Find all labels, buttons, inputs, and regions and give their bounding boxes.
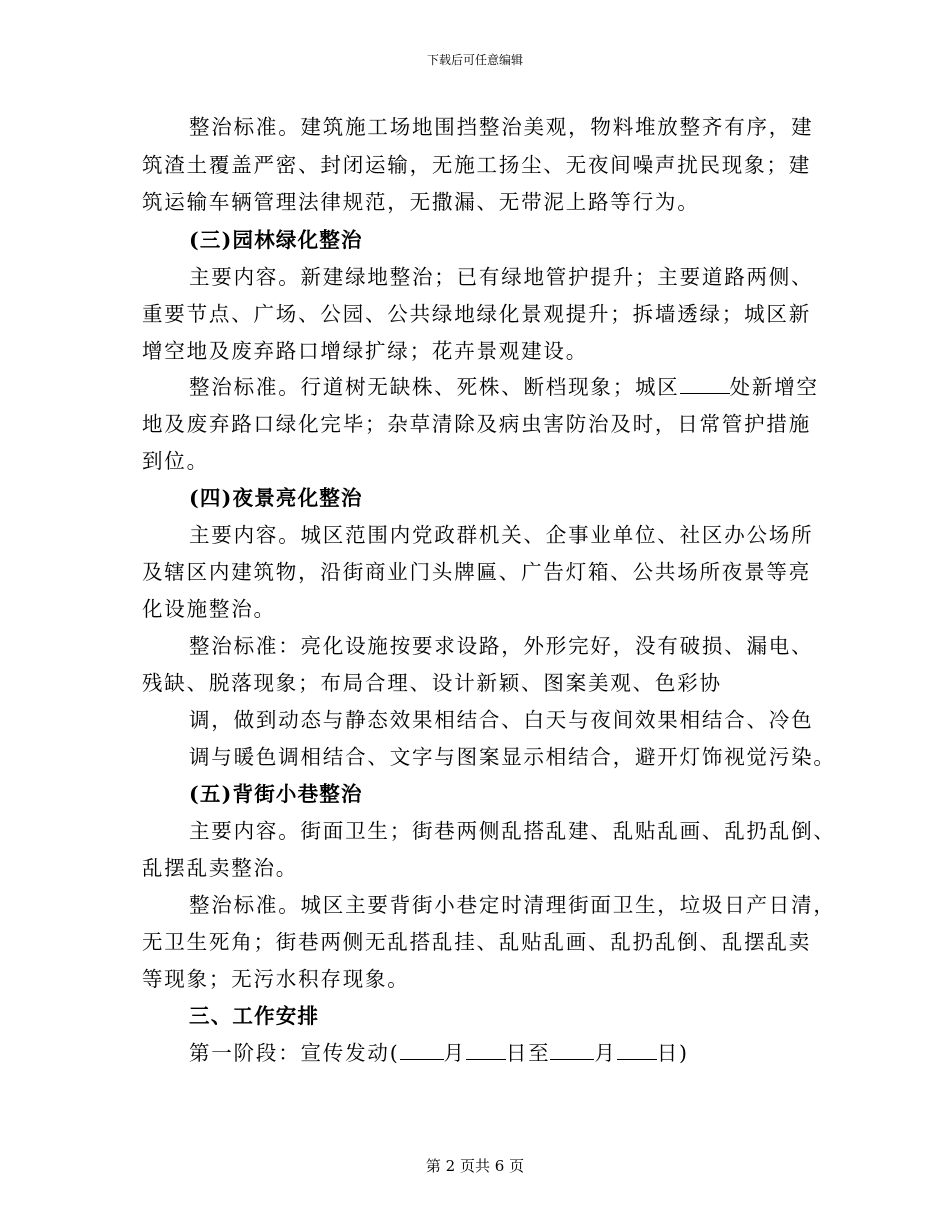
paragraph-line: 及辖区内建筑物，沿街商业门头牌匾、广告灯箱、公共场所夜景等亮 <box>142 560 811 584</box>
paragraph-line: 重要节点、广场、公园、公共绿地绿化景观提升；拆墙透绿；城区新 <box>142 302 811 326</box>
paragraph-line: 无卫生死角；街巷两侧无乱搭乱挂、乱贴乱画、乱扔乱倒、乱摆乱卖 <box>142 930 811 954</box>
line-segment: 处新增空 <box>729 375 819 399</box>
paragraph-line: 残缺、脱落现象；布局合理、设计新颖、图案美观、色彩协 <box>142 671 722 695</box>
paragraph-line: 整治标准。城区主要背街小巷定时清理街面卫生，垃圾日产日清， <box>189 893 836 917</box>
paragraph-line: 乱摆乱卖整治。 <box>142 856 299 880</box>
paragraph-line: 整治标准。建筑施工场地围挡整治美观，物料堆放整齐有序，建 <box>189 115 814 139</box>
paragraph-line: 主要内容。城区范围内党政群机关、企事业单位、社区办公场所 <box>189 523 814 547</box>
paragraph-line: 调，做到动态与静态效果相结合、白天与夜间效果相结合、冷色 <box>189 708 814 732</box>
section-heading-work-arrangement: 三、工作安排 <box>189 1004 320 1028</box>
paragraph-line-with-blank <box>189 373 819 401</box>
paragraph-line-with-date-blanks <box>189 1039 689 1067</box>
section-heading-night-lighting: (四)夜景亮化整治 <box>189 486 363 510</box>
page-footer: 第 2 页共 6 页 <box>425 1157 525 1175</box>
line-segment: 日至 <box>505 1041 551 1065</box>
paragraph-line: 化设施整治。 <box>142 597 276 621</box>
fill-in-blank-day <box>466 1039 506 1060</box>
paragraph-line: 地及废弃路口绿化完毕；杂草清除及病虫害防治及时，日常管护措施 <box>142 412 811 436</box>
line-segment: 整治标准。行道树无缺株、死株、断档现象；城区 <box>189 375 680 399</box>
fill-in-blank-day <box>617 1039 657 1060</box>
paragraph-line: 筑渣土覆盖严密、封闭运输，无施工扬尘、无夜间噪声扰民现象；建 <box>142 153 811 177</box>
section-heading-garden-greening: (三)园林绿化整治 <box>189 228 363 252</box>
line-segment: 月 <box>443 1041 466 1065</box>
line-segment: 日) <box>656 1041 689 1065</box>
section-heading-back-streets: (五)背街小巷整治 <box>189 782 363 806</box>
fill-in-blank-month <box>550 1039 594 1060</box>
paragraph-line: 调与暖色调相结合、文字与图案显示相结合，避开灯饰视觉污染。 <box>189 745 836 769</box>
fill-in-blank-month <box>400 1039 444 1060</box>
paragraph-line: 主要内容。街面卫生；街巷两侧乱搭乱建、乱贴乱画、乱扔乱倒、 <box>189 819 836 843</box>
paragraph-line: 整治标准：亮化设施按要求设路，外形完好，没有破损、漏电、 <box>189 634 814 658</box>
paragraph-line: 增空地及废弃路口增绿扩绿；花卉景观建设。 <box>142 339 588 363</box>
fill-in-blank <box>680 373 730 394</box>
paragraph-line: 等现象；无污水积存现象。 <box>142 967 410 991</box>
line-segment: 第一阶段：宣传发动( <box>189 1041 400 1065</box>
paragraph-line: 主要内容。新建绿地整治；已有绿地管护提升；主要道路两侧、 <box>189 265 814 289</box>
line-segment: 月 <box>594 1041 617 1065</box>
paragraph-line: 到位。 <box>142 449 209 473</box>
paragraph-line: 筑运输车辆管理法律规范，无撒漏、无带泥上路等行为。 <box>142 190 700 214</box>
page-header: 下载后可任意编辑 <box>426 53 523 67</box>
